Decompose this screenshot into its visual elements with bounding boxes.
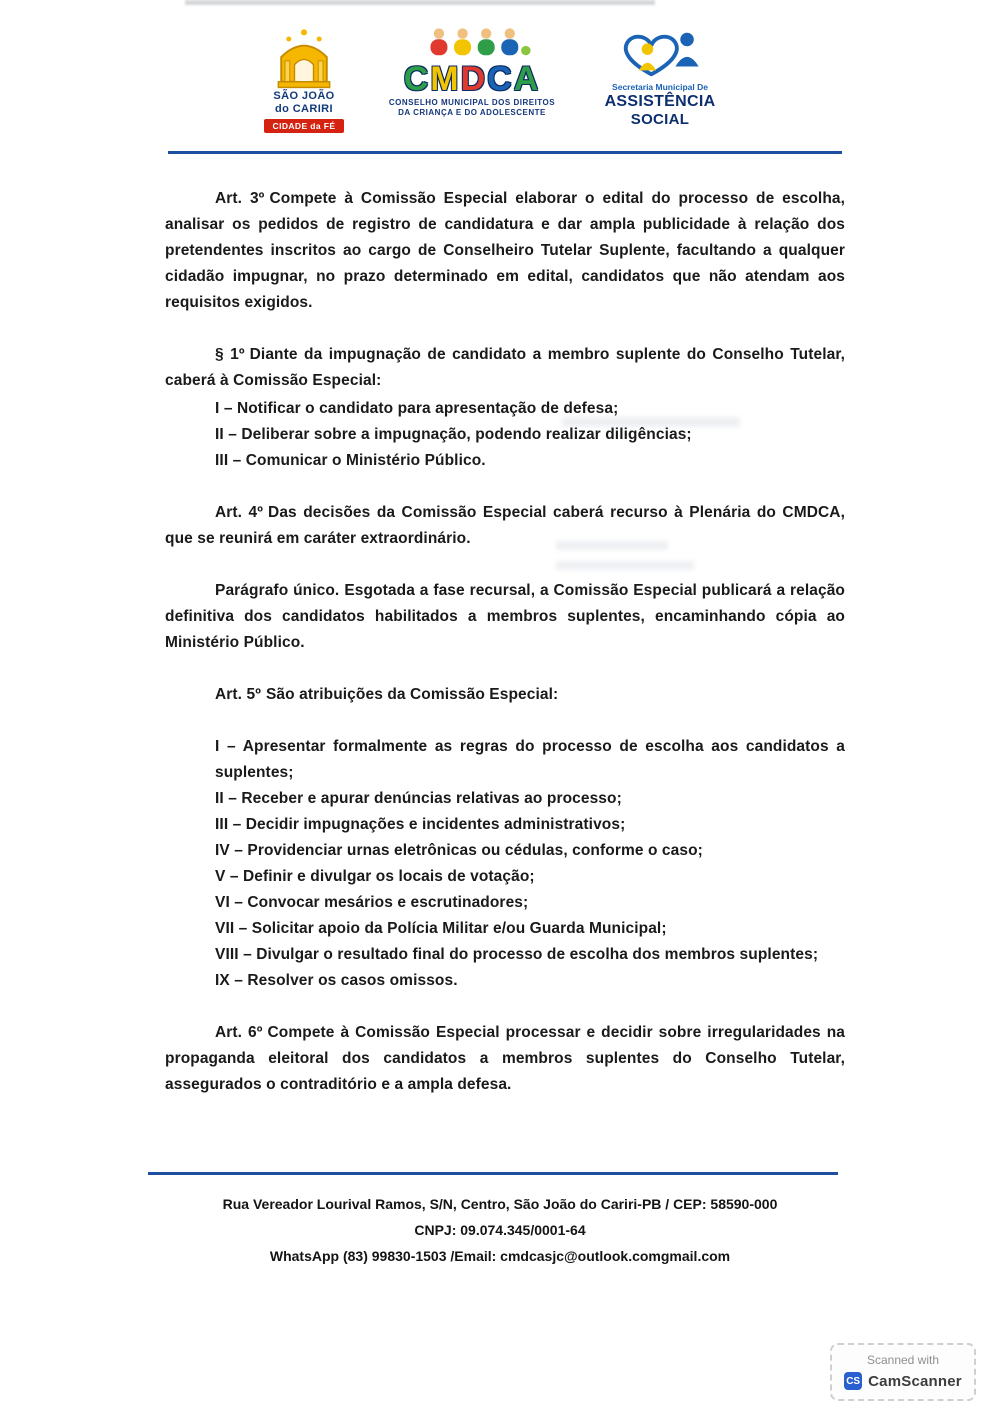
footer-address: Rua Vereador Lourival Ramos, S/N, Centro, São João do Cariri-PB / CEP: 58590-000 xyxy=(222,1196,778,1212)
article-6-label: Art. 6º xyxy=(215,1024,263,1041)
cmdca-logo xyxy=(377,26,567,118)
cmdca-letter: A xyxy=(513,60,541,98)
list-item-iii: III – Comunicar o Ministério Público. xyxy=(215,452,486,469)
article-6-paragraph xyxy=(165,1020,845,1098)
city-name-line2: do CARIRI xyxy=(275,103,333,115)
cmdca-subtitle-line1: CONSELHO MUNICIPAL DOS DIREITOS xyxy=(388,98,556,107)
city-name-line1: SÃO JOÃO xyxy=(273,90,335,102)
cmdca-letter: C xyxy=(487,60,514,98)
camscanner-badge xyxy=(830,1343,976,1401)
document-body xyxy=(165,186,845,1098)
social-title-line2: SOCIAL xyxy=(630,111,690,128)
article-5-items xyxy=(215,734,845,994)
scan-edge-artifact xyxy=(185,0,655,5)
scan-bleed-artifact xyxy=(556,561,694,570)
document-footer xyxy=(0,1191,1000,1269)
article-4-label: Art. 4º xyxy=(215,504,264,521)
cmdca-letter: D xyxy=(460,60,488,98)
list-item-viii: VIII – Divulgar o resultado final do processo de escolha dos membros suplentes; xyxy=(215,946,819,963)
paragraph-1-section xyxy=(165,342,845,394)
article-5-label: Art. 5º xyxy=(215,686,261,703)
assistencia-social-logo xyxy=(585,26,735,128)
paragraph-1-text: Diante da impugnação de candidato a membro suplente do Conselho Tutelar, caberá à Comissão Especial: xyxy=(165,346,846,389)
article-5-paragraph xyxy=(165,682,845,708)
article-3-paragraph xyxy=(165,186,845,316)
document-header xyxy=(0,0,1000,133)
list-item-ii: II – Receber e apurar denúncias relativas ao processo; xyxy=(215,790,622,807)
article-4-text: Das decisões da Comissão Especial caberá recurso à Plenária do CMDCA, que se reunirá em caráter extraordinário. xyxy=(165,504,845,547)
sole-paragraph xyxy=(165,578,845,656)
list-item-i: I – Notificar o candidato para apresentação de defesa; xyxy=(215,400,619,417)
list-item-vii: VII – Solicitar apoio da Polícia Militar e/ou Guarda Municipal; xyxy=(215,920,667,937)
camscanner-label: Scanned with xyxy=(866,1353,940,1367)
scan-bleed-artifact xyxy=(562,417,740,427)
list-item-iii: III – Decidir impugnações e incidentes administrativos; xyxy=(215,816,626,833)
article-6-text: Compete à Comissão Especial processar e decidir sobre irregularidades na propaganda eleitoral dos candidatos a membros suplentes do Conselho Tutelar, assegurados o contraditório e a ampla defesa. xyxy=(165,1024,845,1093)
list-item-v: V – Definir e divulgar os locais de votação; xyxy=(215,868,535,885)
city-motto-banner: CIDADE da FÉ xyxy=(264,119,345,133)
paragraph-1-items xyxy=(215,396,845,474)
cmdca-letter: C xyxy=(403,60,431,98)
social-secretariat-line: Secretaria Municipal De xyxy=(612,82,708,92)
list-item-ii: II – Deliberar sobre a impugnação, podendo realizar diligências; xyxy=(215,426,692,443)
article-3-text: Compete à Comissão Especial elaborar o edital do processo de escolha, analisar os pedidos de registro de candidatura e dar ampla publicidade à relação dos pretendentes inscritos ao cargo de Conselheiro Tutelar Suplente, facultando a qualquer cidadão impugnar, no prazo determinado em edital, candidatos que não atendam aos requisitos exigidos. xyxy=(165,190,846,311)
scan-bleed-artifact xyxy=(556,541,668,550)
sao-joao-do-cariri-logo xyxy=(249,26,359,133)
social-title-line1: ASSISTÊNCIA xyxy=(604,93,716,110)
list-item-iv: IV – Providenciar urnas eletrônicas ou cédulas, conforme o caso; xyxy=(215,842,703,859)
sole-paragraph-text: Esgotada a fase recursal, a Comissão Especial publicará a relação definitiva dos candidatos habilitados a membros suplentes, encaminhando cópia ao Ministério Público. xyxy=(165,582,845,651)
heart-people-icon xyxy=(605,26,715,82)
paragraph-1-label: § 1º xyxy=(215,346,245,363)
children-icon xyxy=(407,26,537,60)
header-divider xyxy=(168,151,842,154)
cmdca-acronym xyxy=(404,60,541,98)
camscanner-brand: CamScanner xyxy=(868,1372,962,1390)
camscanner-brand-row xyxy=(840,1372,966,1390)
article-5-text: São atribuições da Comissão Especial: xyxy=(265,686,559,703)
cmdca-letter: M xyxy=(430,60,461,98)
cmdca-subtitle-line2: DA CRIANÇA E DO ADOLESCENTE xyxy=(398,108,546,117)
footer-contact: WhatsApp (83) 99830-1503 /Email: cmdcasjc@outlook.comgmail.com xyxy=(269,1248,731,1264)
list-item-i: I – Apresentar formalmente as regras do processo de escolha aos candidatos a suplentes; xyxy=(215,738,845,781)
article-4-paragraph xyxy=(165,500,845,552)
city-crest-icon xyxy=(266,26,342,90)
camscanner-icon: CS xyxy=(844,1372,862,1390)
list-item-ix: IX – Resolver os casos omissos. xyxy=(215,972,458,989)
footer-cnpj: CNPJ: 09.074.345/0001-64 xyxy=(414,1222,586,1238)
list-item-vi: VI – Convocar mesários e escrutinadores; xyxy=(215,894,529,911)
footer-divider xyxy=(148,1172,838,1175)
article-3-label: Art. 3º xyxy=(215,190,265,207)
sole-paragraph-label: Parágrafo único. xyxy=(215,582,340,599)
